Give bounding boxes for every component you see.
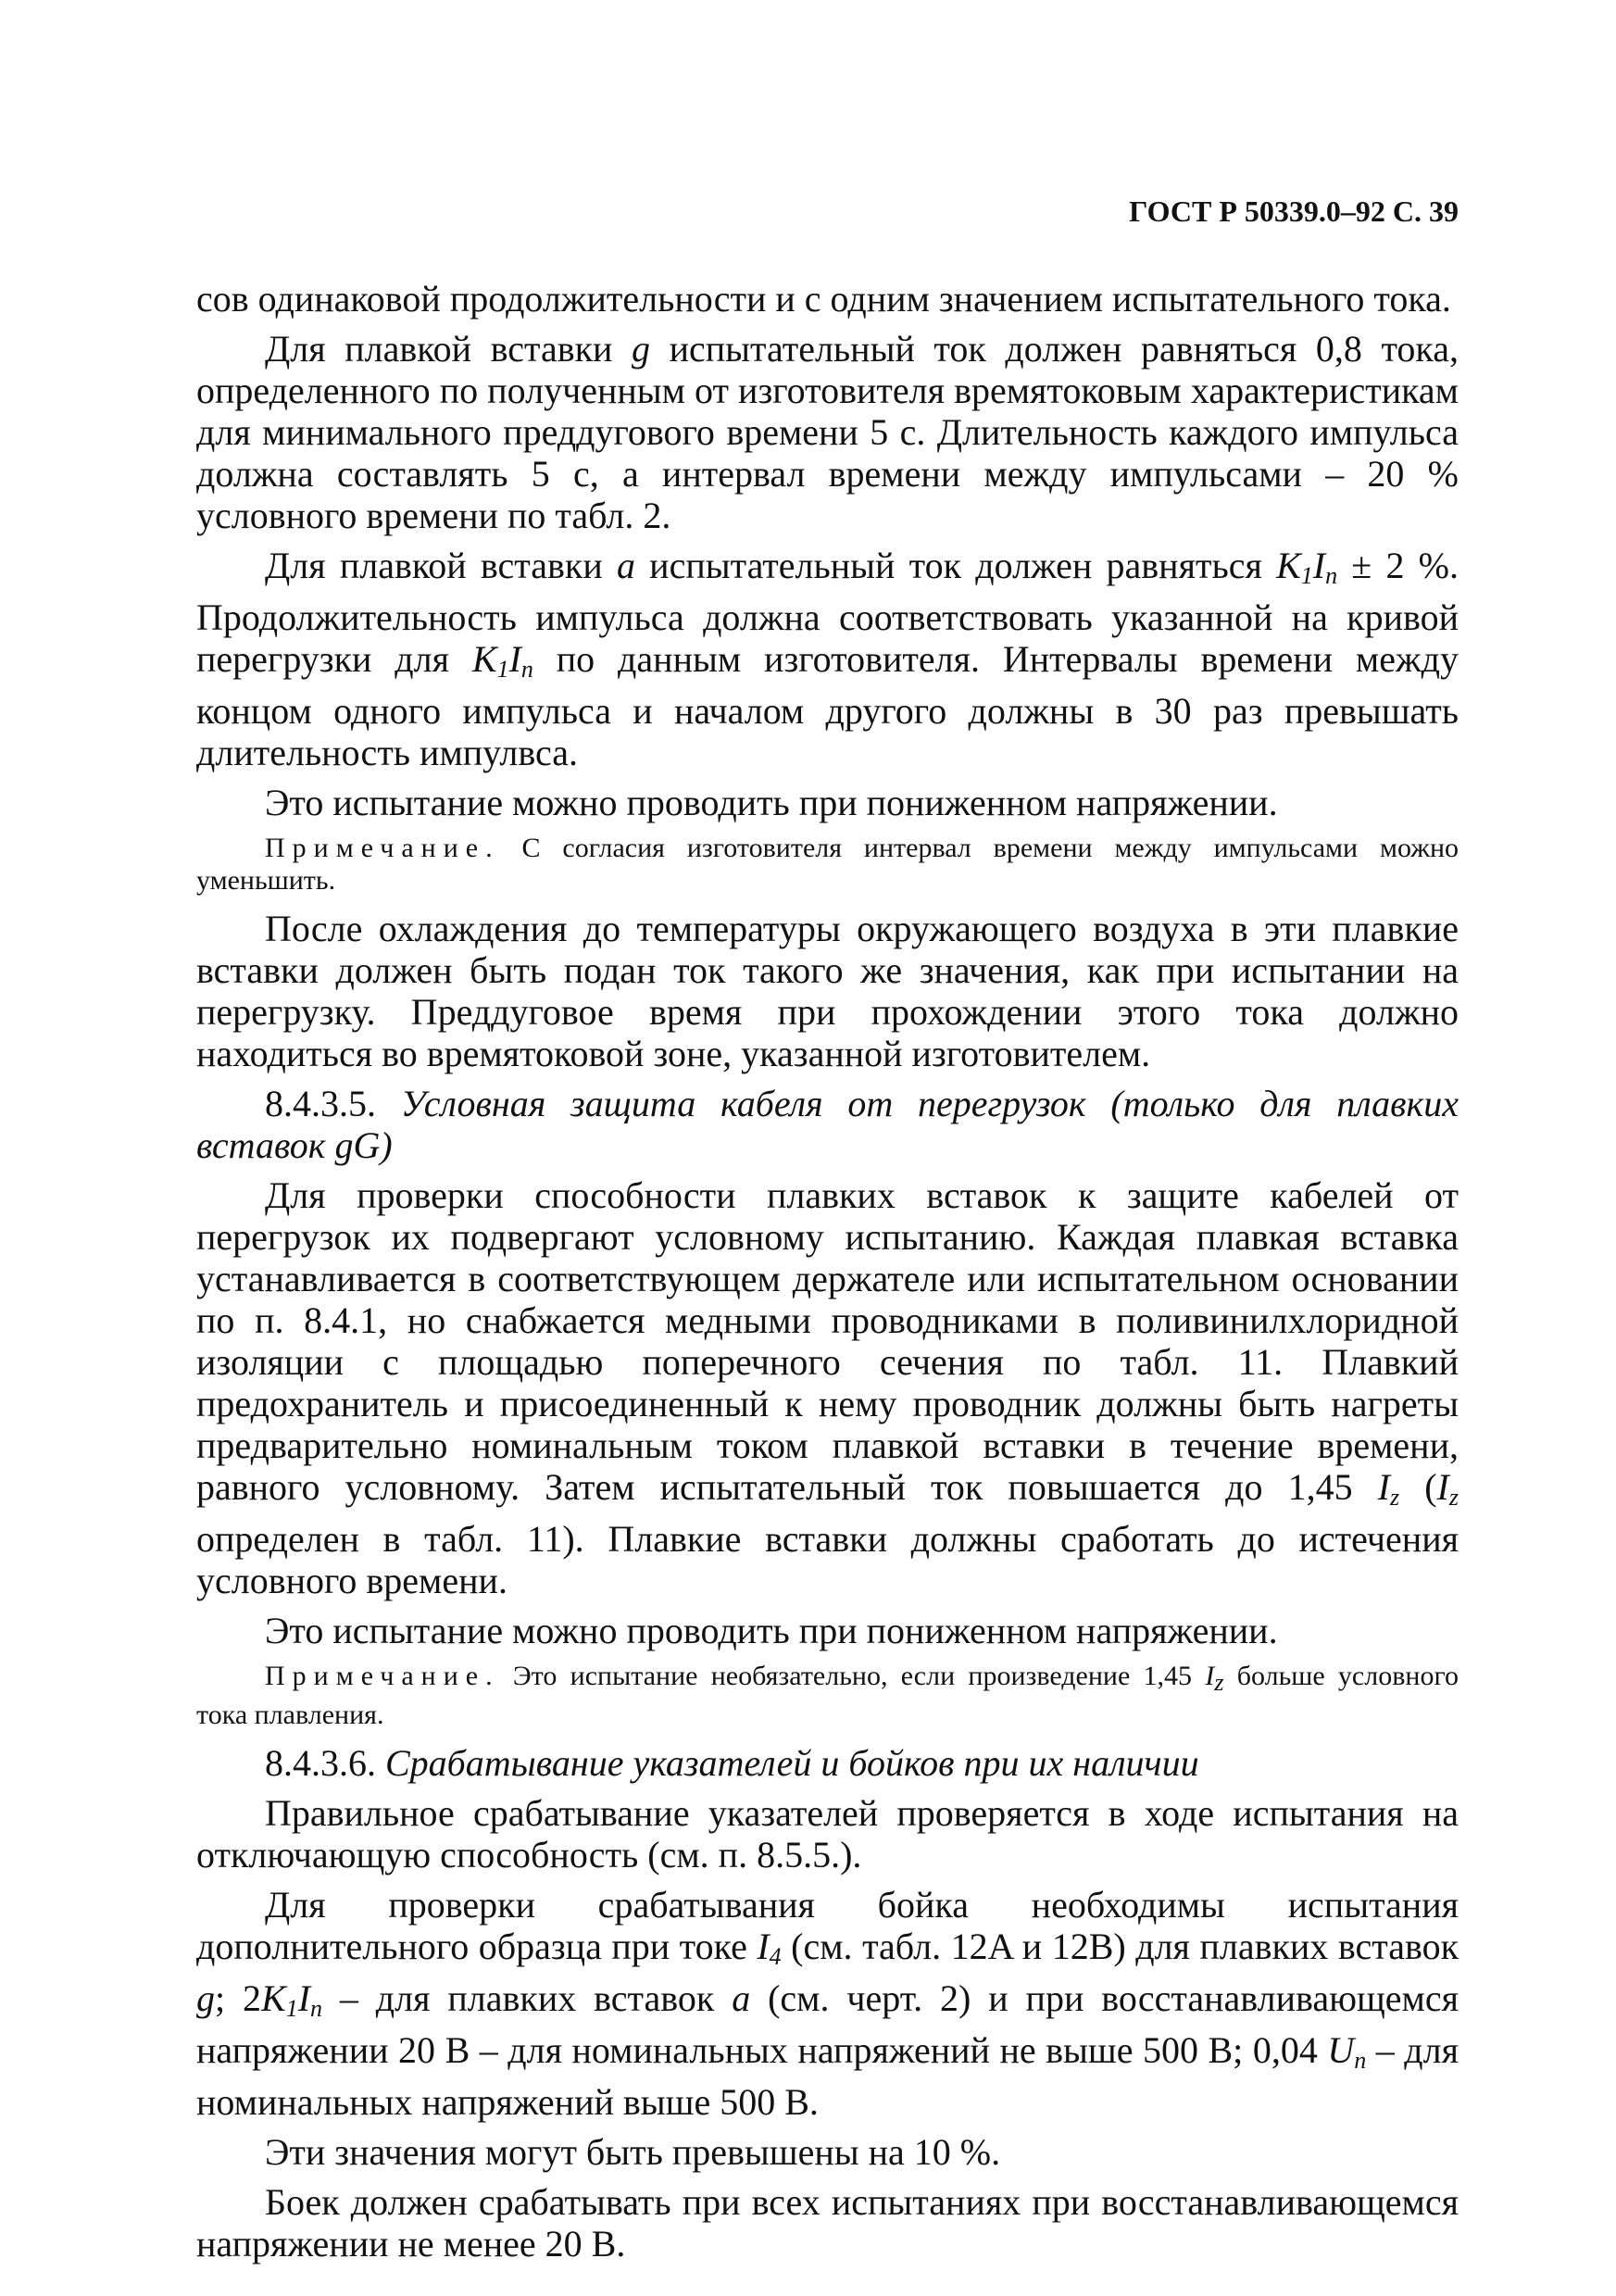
section-heading-8-4-3-6: 8.4.3.6. Срабатывание указателей и бойков при их наличии — [265, 1742, 1199, 1784]
symbol-g: g — [196, 1977, 215, 2019]
paragraph-reduced-voltage: Это испытание можно проводить при пониженном напряжении. — [265, 782, 1278, 823]
paragraph-reduced-voltage-2: Это испытание можно проводить при пониженном напряжении. — [265, 1610, 1278, 1651]
note-label: Примечание. — [265, 833, 500, 863]
section-heading-8-4-3-5: 8.4.3.5. Условная защита кабеля от перегрузок (только для плавких вставок gG) — [196, 1083, 1459, 1166]
formula-k1-in: $K_1I_n$ — [1276, 545, 1338, 589]
formula-un: $U_n$ — [1327, 2029, 1367, 2074]
paragraph-exceed-values: Эти значения могут быть превышены на 10 %. — [265, 2131, 1001, 2173]
paragraph-cable-protection: Для проверки способности плавких вставок к защите кабелей от перегрузок их подвергают условному испытанию. Каждая плавкая вставка устанавливается в соответствующем держателе или испытательном основании по п. 8.4.1, но снабжается медными проводниками в поливинилхлоридной изоляции с площадью поперечного сечения по табл. 11. Плавкий предохранитель и присоединенный к нему проводник должны быть нагреты предварительно номинальным током плавкой вставки в течение времени, равного условному. Затем испытательный ток повышается до 1,45 $I_z$ ($I_z$ определен в табл. 11). Плавкие вставки должны сработать до истечения условного времени. — [196, 1174, 1459, 1601]
formula-iz: $I_z$ — [1377, 1466, 1400, 1511]
formula-iz: Iz — [1205, 1661, 1224, 1696]
paragraph-striker-operation: Боек должен срабатывать при всех испытаниях при восстанавливающемся напряжении не менее 20 В. — [196, 2181, 1459, 2265]
note-optional-test: Примечание. Это испытание необязательно, если произведение 1,45 Iz больше условного тока плавления. — [196, 1661, 1459, 1730]
note-label: Примечание. — [265, 1661, 500, 1691]
paragraph-continuation: сов одинаковой продолжительности и с одним значением испытательного тока. — [196, 278, 1451, 320]
paragraph-cooling: После охлаждения до температуры окружающего воздуха в эти плавкие вставки должен быть подан ток такого же значения, как при испытании на перегрузку. Преддуговое время при прохождении этого тока должно находиться во времятоковой зоне, указанной изготовителем. — [196, 908, 1459, 1074]
symbol-g: g — [632, 328, 651, 370]
symbol-a: a — [616, 545, 635, 586]
formula-i4: $I_4$ — [757, 1926, 782, 1970]
note-interval: Примечание. С согласия изготовителя интервал времени между импульсами можно уменьшить. — [196, 833, 1459, 896]
paragraph-striker-test: Для проверки срабатывания бойка необходимы испытания дополнительного образца при токе $I_4$ (см. табл. 12A и 12B) для плавких вставок g; $2K_1I_n$ – для плавких вставок a (см. черт. 2) и при восстанавливающемся напряжении 20 В – для номинальных напряжений не выше 500 В; 0,04 $U_n$ – для номинальных напряжений выше 500 В. — [196, 1884, 1459, 2123]
formula-k1-in: $K_1I_n$ — [471, 638, 533, 683]
paragraph-indicators: Правильное срабатывание указателей проверяется в ходе испытания на отключающую способность (см. п. 8.5.5.). — [196, 1792, 1459, 1876]
page-header: ГОСТ Р 50339.0–92 С. 39 — [1129, 194, 1459, 228]
paragraph-g-test-current: Для плавкой вставки g испытательный ток должен равняться 0,8 тока, определенного по полученным от изготовителя времятоковым характеристикам для минимального преддугового времени 5 с. Длительность каждого импульса должна составлять 5 с, а интервал времени между импульсами – 20 % условного времени по табл. 2. — [196, 328, 1459, 536]
symbol-a: a — [732, 1977, 751, 2019]
paragraph-a-test-current: Для плавкой вставки a испытательный ток должен равняться $K_1I_n \pm 2$ %. Продолжительность импульса должна соответствовать указанной на кривой перегрузки для $K_1I_n$ по данным изготовителя. Интервалы времени между концом одного импульса и началом другого должны в 30 раз превышать длительность импулвса. — [196, 545, 1459, 773]
formula-k1-in: $K_1I_n$ — [261, 1977, 323, 2022]
formula-iz: $I_z$ — [1436, 1466, 1459, 1511]
